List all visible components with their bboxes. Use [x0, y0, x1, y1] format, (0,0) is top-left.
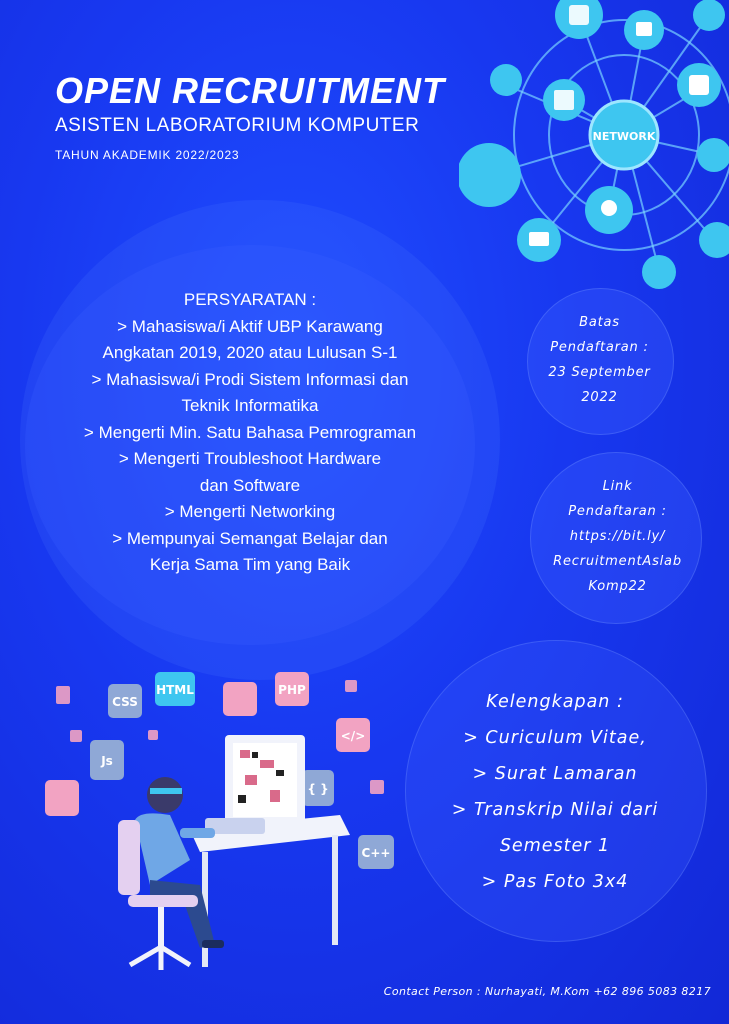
link-line: Pendaftaran : [568, 504, 667, 519]
network-graphic [459, 0, 729, 300]
requirement-line: > Mengerti Troubleshoot Hardware [118, 449, 382, 468]
requirement-line: Teknik Informatika [181, 396, 319, 415]
kelengkapan-line: > Pas Foto 3x4 [481, 872, 629, 892]
deadline-text [527, 310, 672, 410]
requirements-section [40, 287, 460, 579]
requirement-line: > Mengerti Networking [164, 502, 336, 521]
html-icon: HTML [156, 683, 194, 697]
deadline-line: 23 September [548, 365, 651, 380]
requirement-line: > Mahasiswa/i Prodi Sistem Informasi dan [91, 369, 409, 389]
requirement-line: > Mahasiswa/i Aktif UBP Karawang [117, 316, 383, 336]
network-label: NETWORK [592, 130, 656, 143]
deadline-line: Pendaftaran : [550, 340, 649, 355]
requirement-line: dan Software [199, 475, 301, 495]
kelengkapan-line: > Surat Lamaran [472, 764, 638, 784]
requirements-heading: PERSYARATAN : [183, 290, 317, 309]
kelengkapan-line: Semester 1 [499, 836, 611, 856]
registration-link[interactable]: Komp22 [588, 579, 647, 594]
page-title: OPEN RECRUITMENT [55, 70, 446, 111]
page-subtitle: ASISTEN LABORATORIUM KOMPUTER [55, 115, 420, 136]
requirement-line: > Mengerti Min. Satu Bahasa Pemrograman [83, 422, 417, 442]
js-icon: Js [101, 754, 113, 768]
link-line: Link [602, 479, 633, 494]
deadline-line: 2022 [581, 390, 618, 405]
academic-year: TAHUN AKADEMIK 2022/2023 [55, 148, 240, 162]
programmer-illustration [40, 670, 400, 990]
cpp-icon: C++ [361, 846, 391, 860]
contact-person: Contact Person : Nurhayati, M.Kom +62 896 5083 8217 [383, 985, 711, 998]
requirement-line: Angkatan 2019, 2020 atau Lulusan S-1 [102, 343, 398, 362]
brackets-icon: { } [307, 782, 329, 796]
code-icon: </> [340, 729, 366, 743]
kelengkapan-heading: Kelengkapan : [486, 692, 624, 712]
css-icon: CSS [112, 695, 138, 709]
requirement-line: Kerja Sama Tim yang Baik [149, 555, 351, 574]
php-icon: PHP [278, 683, 306, 697]
registration-link[interactable]: RecruitmentAslab [553, 554, 682, 569]
deadline-line: Batas [579, 315, 620, 330]
link-text [530, 474, 705, 599]
requirement-line: > Mempunyai Semangat Belajar dan [112, 528, 388, 548]
kelengkapan-line: > Curiculum Vitae, [463, 728, 647, 748]
registration-link[interactable]: https://bit.ly/ [569, 529, 666, 544]
kelengkapan-section [420, 684, 690, 900]
kelengkapan-line: > Transkrip Nilai dari [451, 800, 659, 820]
